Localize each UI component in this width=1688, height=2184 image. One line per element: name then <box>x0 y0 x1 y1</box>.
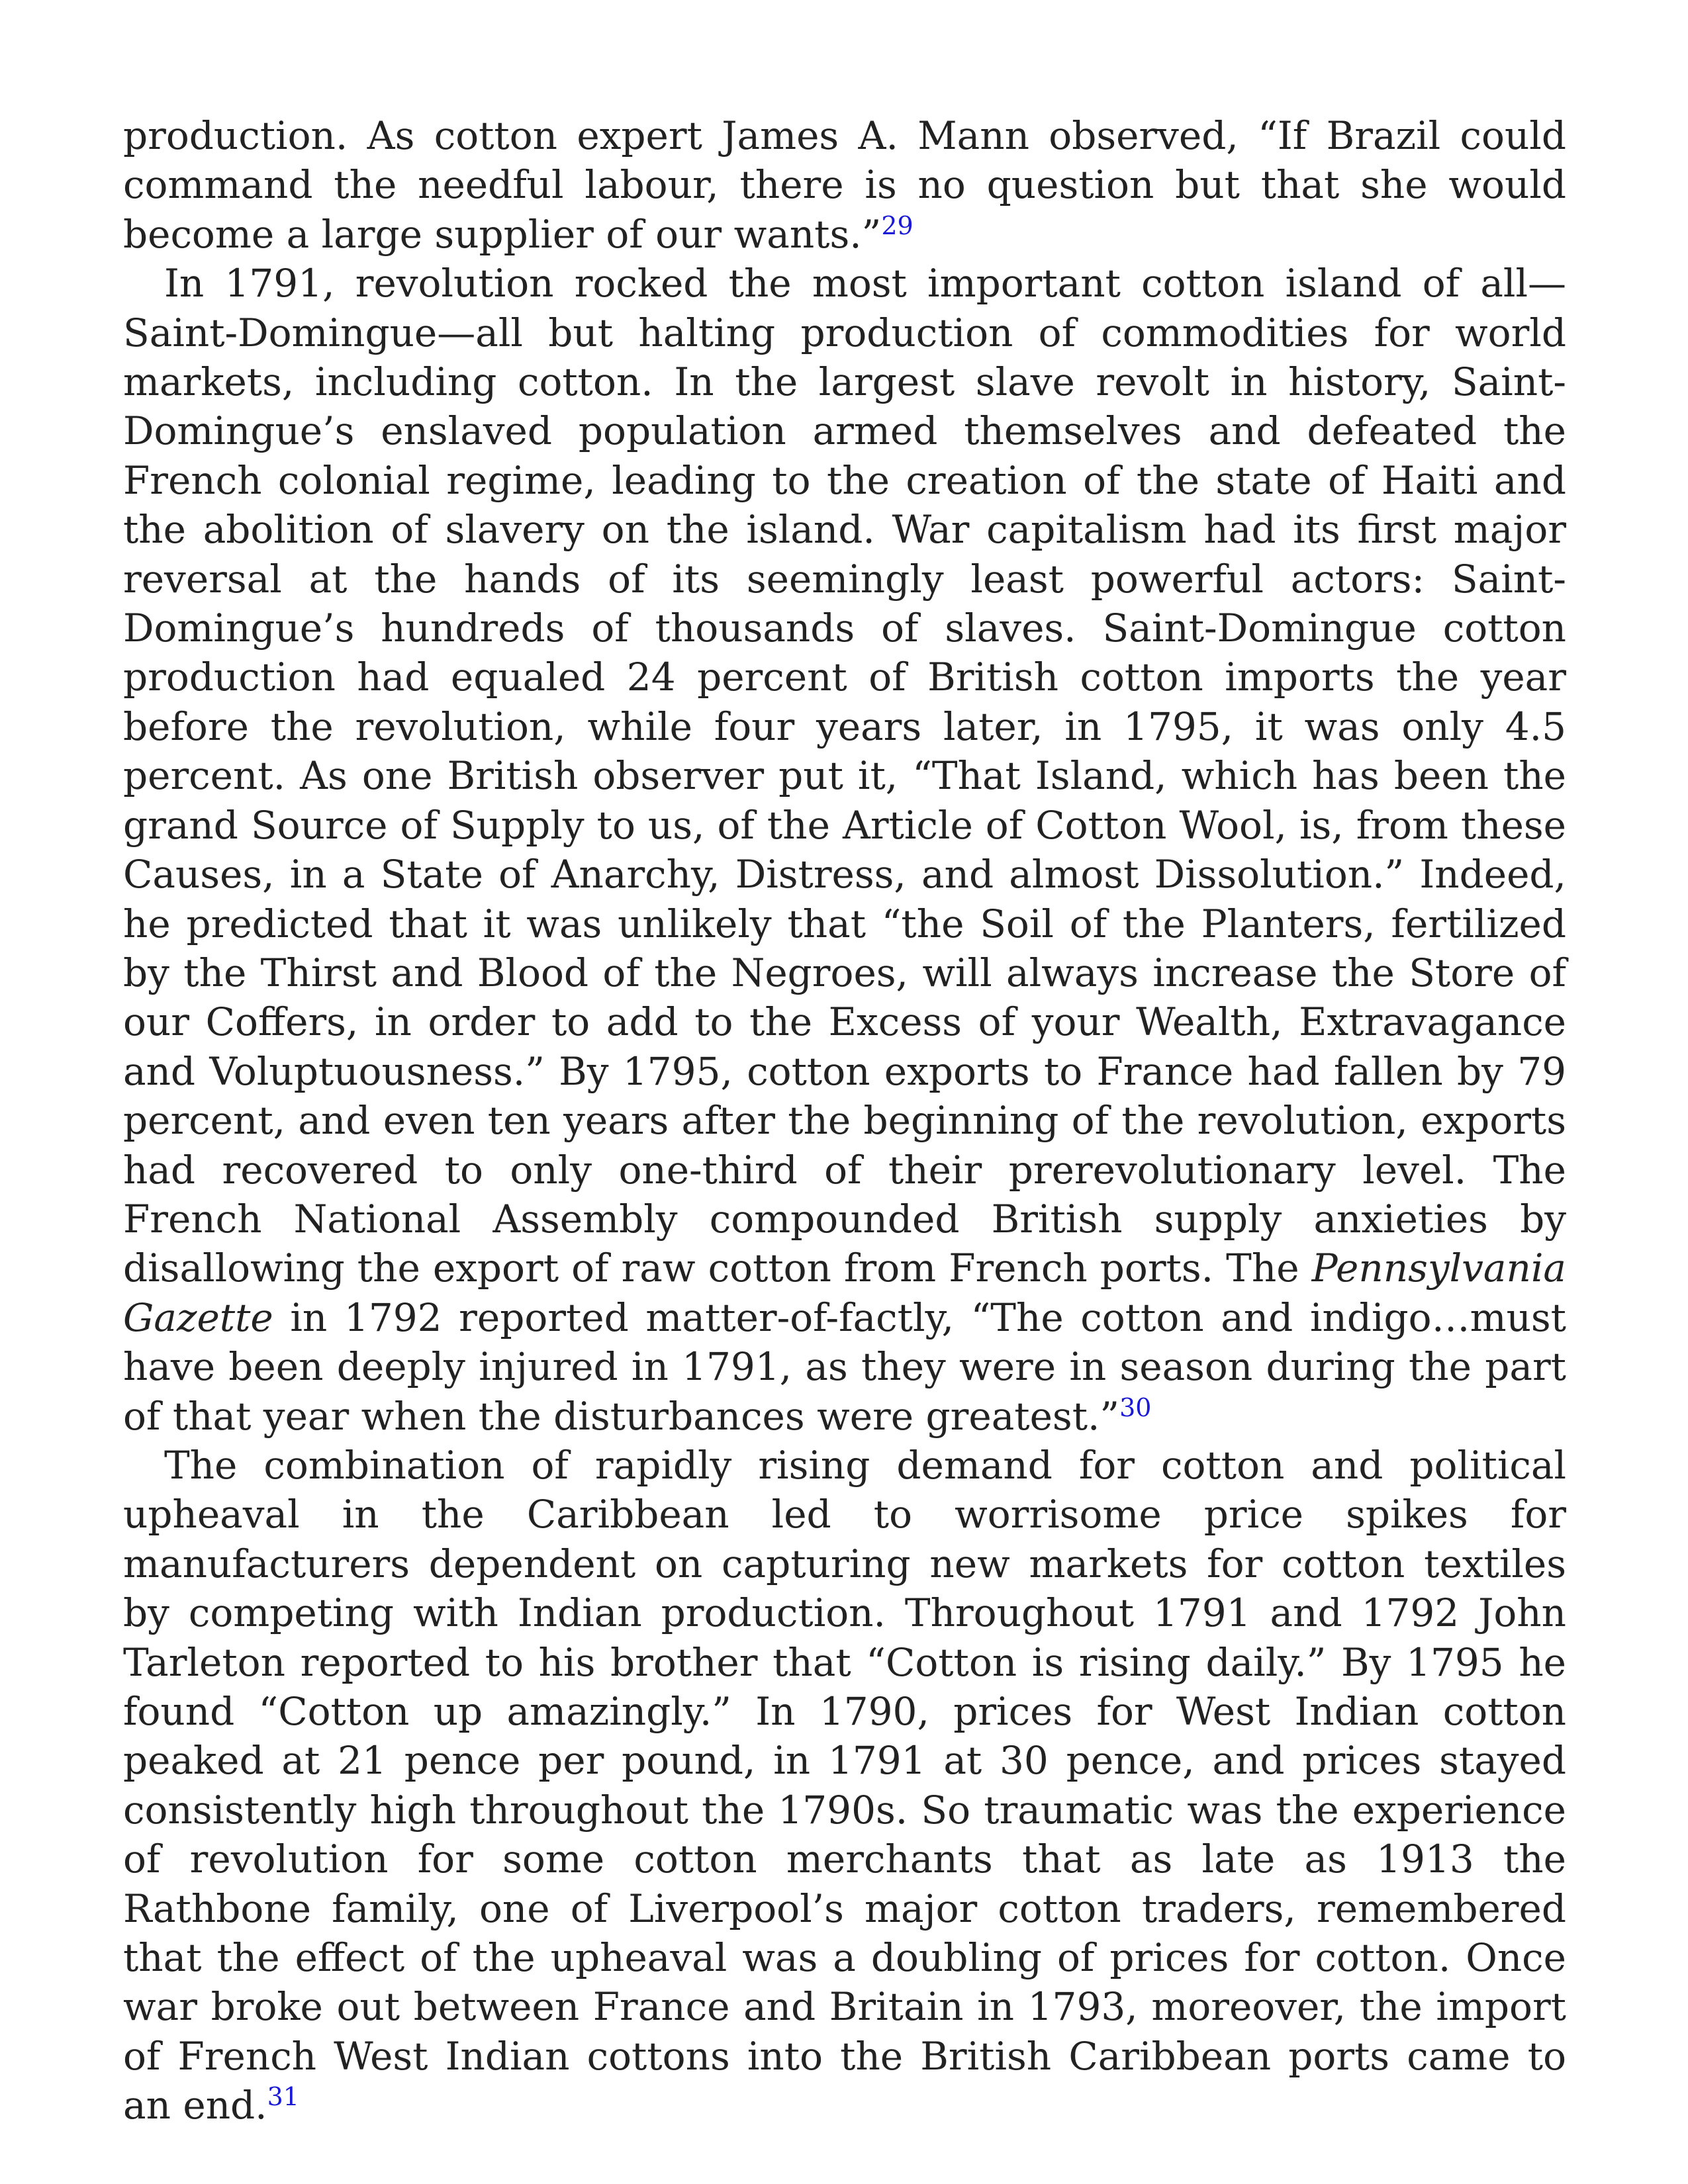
paragraph-text: The combination of rapidly rising demand for cotton and political upheaval in the Caribbean led to worrisome price spikes for manufacturers dependent on capturing new markets for cotton textiles by competing with Indian production. Throughout 1791 and 1792 John Tarleton reported to his brother that “Cotton is rising daily.” By 1795 he found “Cotton up amazingly.” In 1790, prices for West Indian cotton peaked at 21 pence per pound, in 1791 at 30 pence, and prices stayed consistently high throughout the 1790s. So traumatic was the experience of revolution for some cotton merchants that as late as 1913 the Rathbone family, one of Liverpool’s major cotton traders, remembered that the effect of the upheaval was a doubling of prices for cotton. Once war broke out between France and Britain in 1793, moreover, the import of French West Indian cottons into the British Caribbean ports came to an end. <box>123 1442 1566 2128</box>
paragraph-3 <box>123 1441 1566 2130</box>
publication-title: Pennsylvania Gazette <box>123 1246 1566 1340</box>
footnote-ref-30[interactable]: 30 <box>1119 1392 1152 1422</box>
footnote-ref-31[interactable]: 31 <box>267 2082 299 2112</box>
paragraph-text: production. As cotton expert James A. Mann observed, “If Brazil could command the needful labour, there is no question but that she would become a large supplier of our wants.” <box>123 113 1566 257</box>
footnote-ref-29[interactable]: 29 <box>881 210 914 240</box>
paragraph-text: in 1792 reported matter-of-factly, “The cotton and indigo…must have been deeply injured in 1791, as they were in season during the part of that year when the disturbances were greatest.” <box>123 1295 1566 1439</box>
paragraph-text: In 1791, revolution rocked the most important cotton island of all—Saint-Domingue—all but halting production of commodities for world markets, including cotton. In the largest slave revolt in history, Saint-Domingue’s enslaved population armed themselves and defeated the French colonial regime, leading to the creation of the state of Haiti and the abolition of slavery on the island. War capitalism had its first major reversal at the hands of its seemingly least powerful actors: Saint-Domingue’s hundreds of thousands of slaves. Saint-Domingue cotton production had equaled 24 percent of British cotton imports the year before the revolution, while four years later, in 1795, it was only 4.5 percent. As one British observer put it, “That Island, which has been the grand Source of Supply to us, of the Article of Cotton Wool, is, from these Causes, in a State of Anarchy, Distress, and almost Dissolution.” Indeed, he predicted that it was unlikely that “the Soil of the Planters, fertilized by the Thirst and Blood of the Negroes, will always increase the Store of our Coffers, in order to add to the Excess of your Wealth, Extravagance and Voluptuousness.” By 1795, cotton exports to France had fallen by 79 percent, and even ten years after the beginning of the revolution, exports had recovered to only one-third of their prerevolutionary level. The French National Assembly compounded British supply anxieties by disallowing the export of raw cotton from French ports. The <box>123 261 1566 1291</box>
paragraph-2 <box>123 259 1566 1441</box>
page-body <box>123 111 1566 2130</box>
paragraph-1 <box>123 111 1566 259</box>
